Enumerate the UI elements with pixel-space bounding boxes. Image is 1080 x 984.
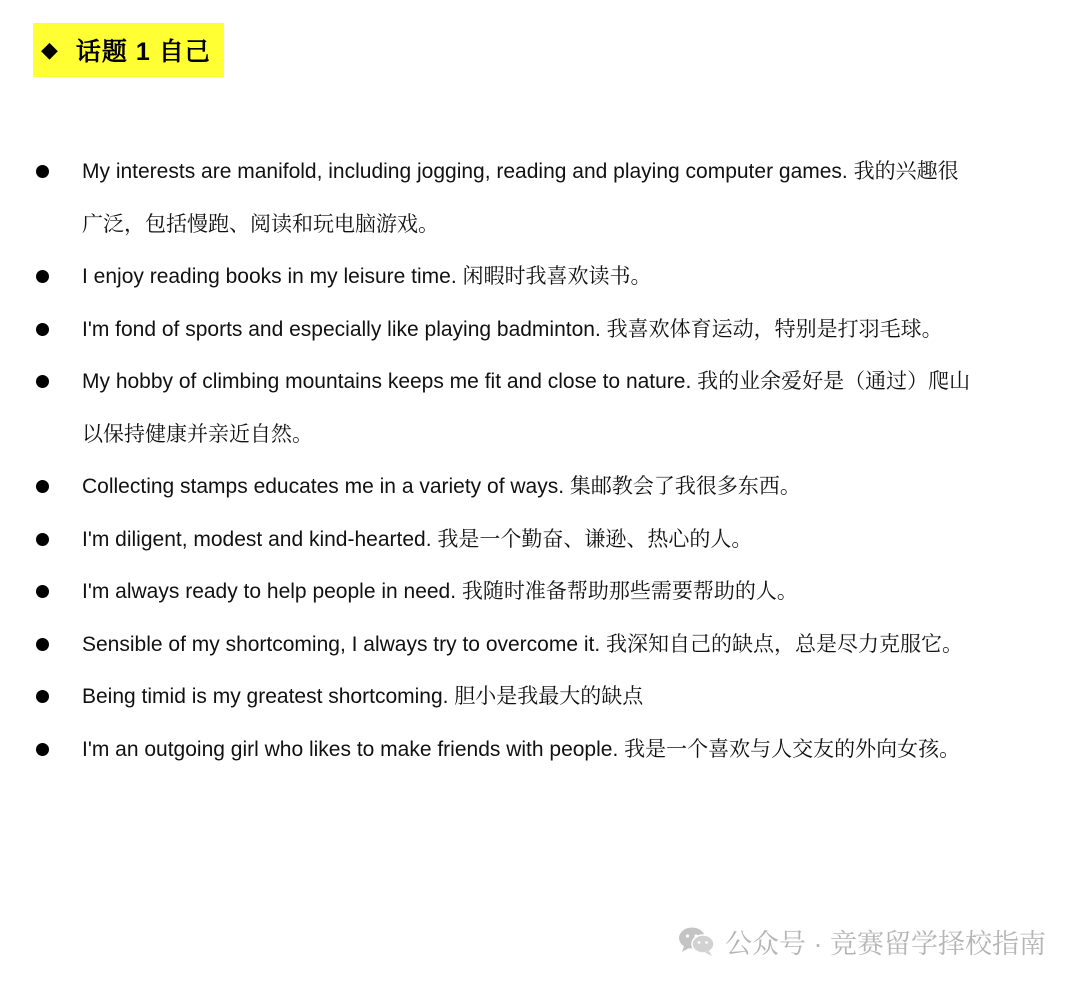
bullet-icon [36, 480, 49, 493]
bullet-icon [36, 270, 49, 283]
list-item-text: My hobby of climbing mountains keeps me fit and close to nature. 我的业余爱好是（通过）爬山以保持健康并亲近自然。 [82, 370, 971, 446]
bullet-icon [36, 165, 49, 178]
list-item [0, 461, 975, 514]
list-item-text: Sensible of my shortcoming, I always try to overcome it. 我深知自己的缺点，总是尽力克服它。 [82, 632, 964, 656]
list-item-text: Being timid is my greatest shortcoming. 胆小是我最大的缺点 [82, 685, 644, 708]
bullet-icon [36, 585, 49, 598]
bullet-icon [36, 533, 49, 546]
list-item-text: My interests are manifold, including jogging, reading and playing computer games. 我的兴趣很广泛，包括慢跑、阅读和玩电脑游戏。 [82, 160, 959, 236]
wechat-icon [677, 925, 717, 957]
list-item [0, 304, 975, 357]
list-item-text: I'm always ready to help people in need. 我随时准备帮助那些需要帮助的人。 [82, 580, 798, 603]
bullet-icon [36, 375, 49, 388]
list-item [0, 724, 975, 777]
list-item [0, 566, 975, 619]
list-item [0, 356, 975, 461]
sentence-list [0, 146, 1080, 776]
list-item-text: I'm fond of sports and especially like playing badminton. 我喜欢体育运动，特别是打羽毛球。 [82, 317, 943, 341]
list-item [0, 146, 975, 251]
list-item [0, 671, 975, 724]
list-item-text: I enjoy reading books in my leisure time. 闲暇时我喜欢读书。 [82, 265, 652, 288]
bullet-icon [36, 323, 49, 336]
list-item-text: I'm an outgoing girl who likes to make friends with people. 我是一个喜欢与人交友的外向女孩。 [82, 737, 961, 761]
bullet-icon [36, 690, 49, 703]
watermark-text: 公众号 · 竞赛留学择校指南 [725, 928, 1046, 959]
wechat-watermark [677, 920, 1046, 962]
list-item-text: I'm diligent, modest and kind-hearted. 我是一个勤奋、谦逊、热心的人。 [82, 527, 753, 551]
list-item [0, 619, 975, 672]
topic-title: 话题 1 自己 [75, 38, 211, 66]
bullet-icon [36, 638, 49, 651]
bullet-icon [36, 743, 49, 756]
topic-heading [33, 23, 224, 77]
list-item-text: Collecting stamps educates me in a variety of ways. 集邮教会了我很多东西。 [82, 475, 801, 498]
list-item [0, 251, 975, 304]
list-item [0, 514, 975, 567]
diamond-marker-icon: ◆ [41, 37, 58, 62]
